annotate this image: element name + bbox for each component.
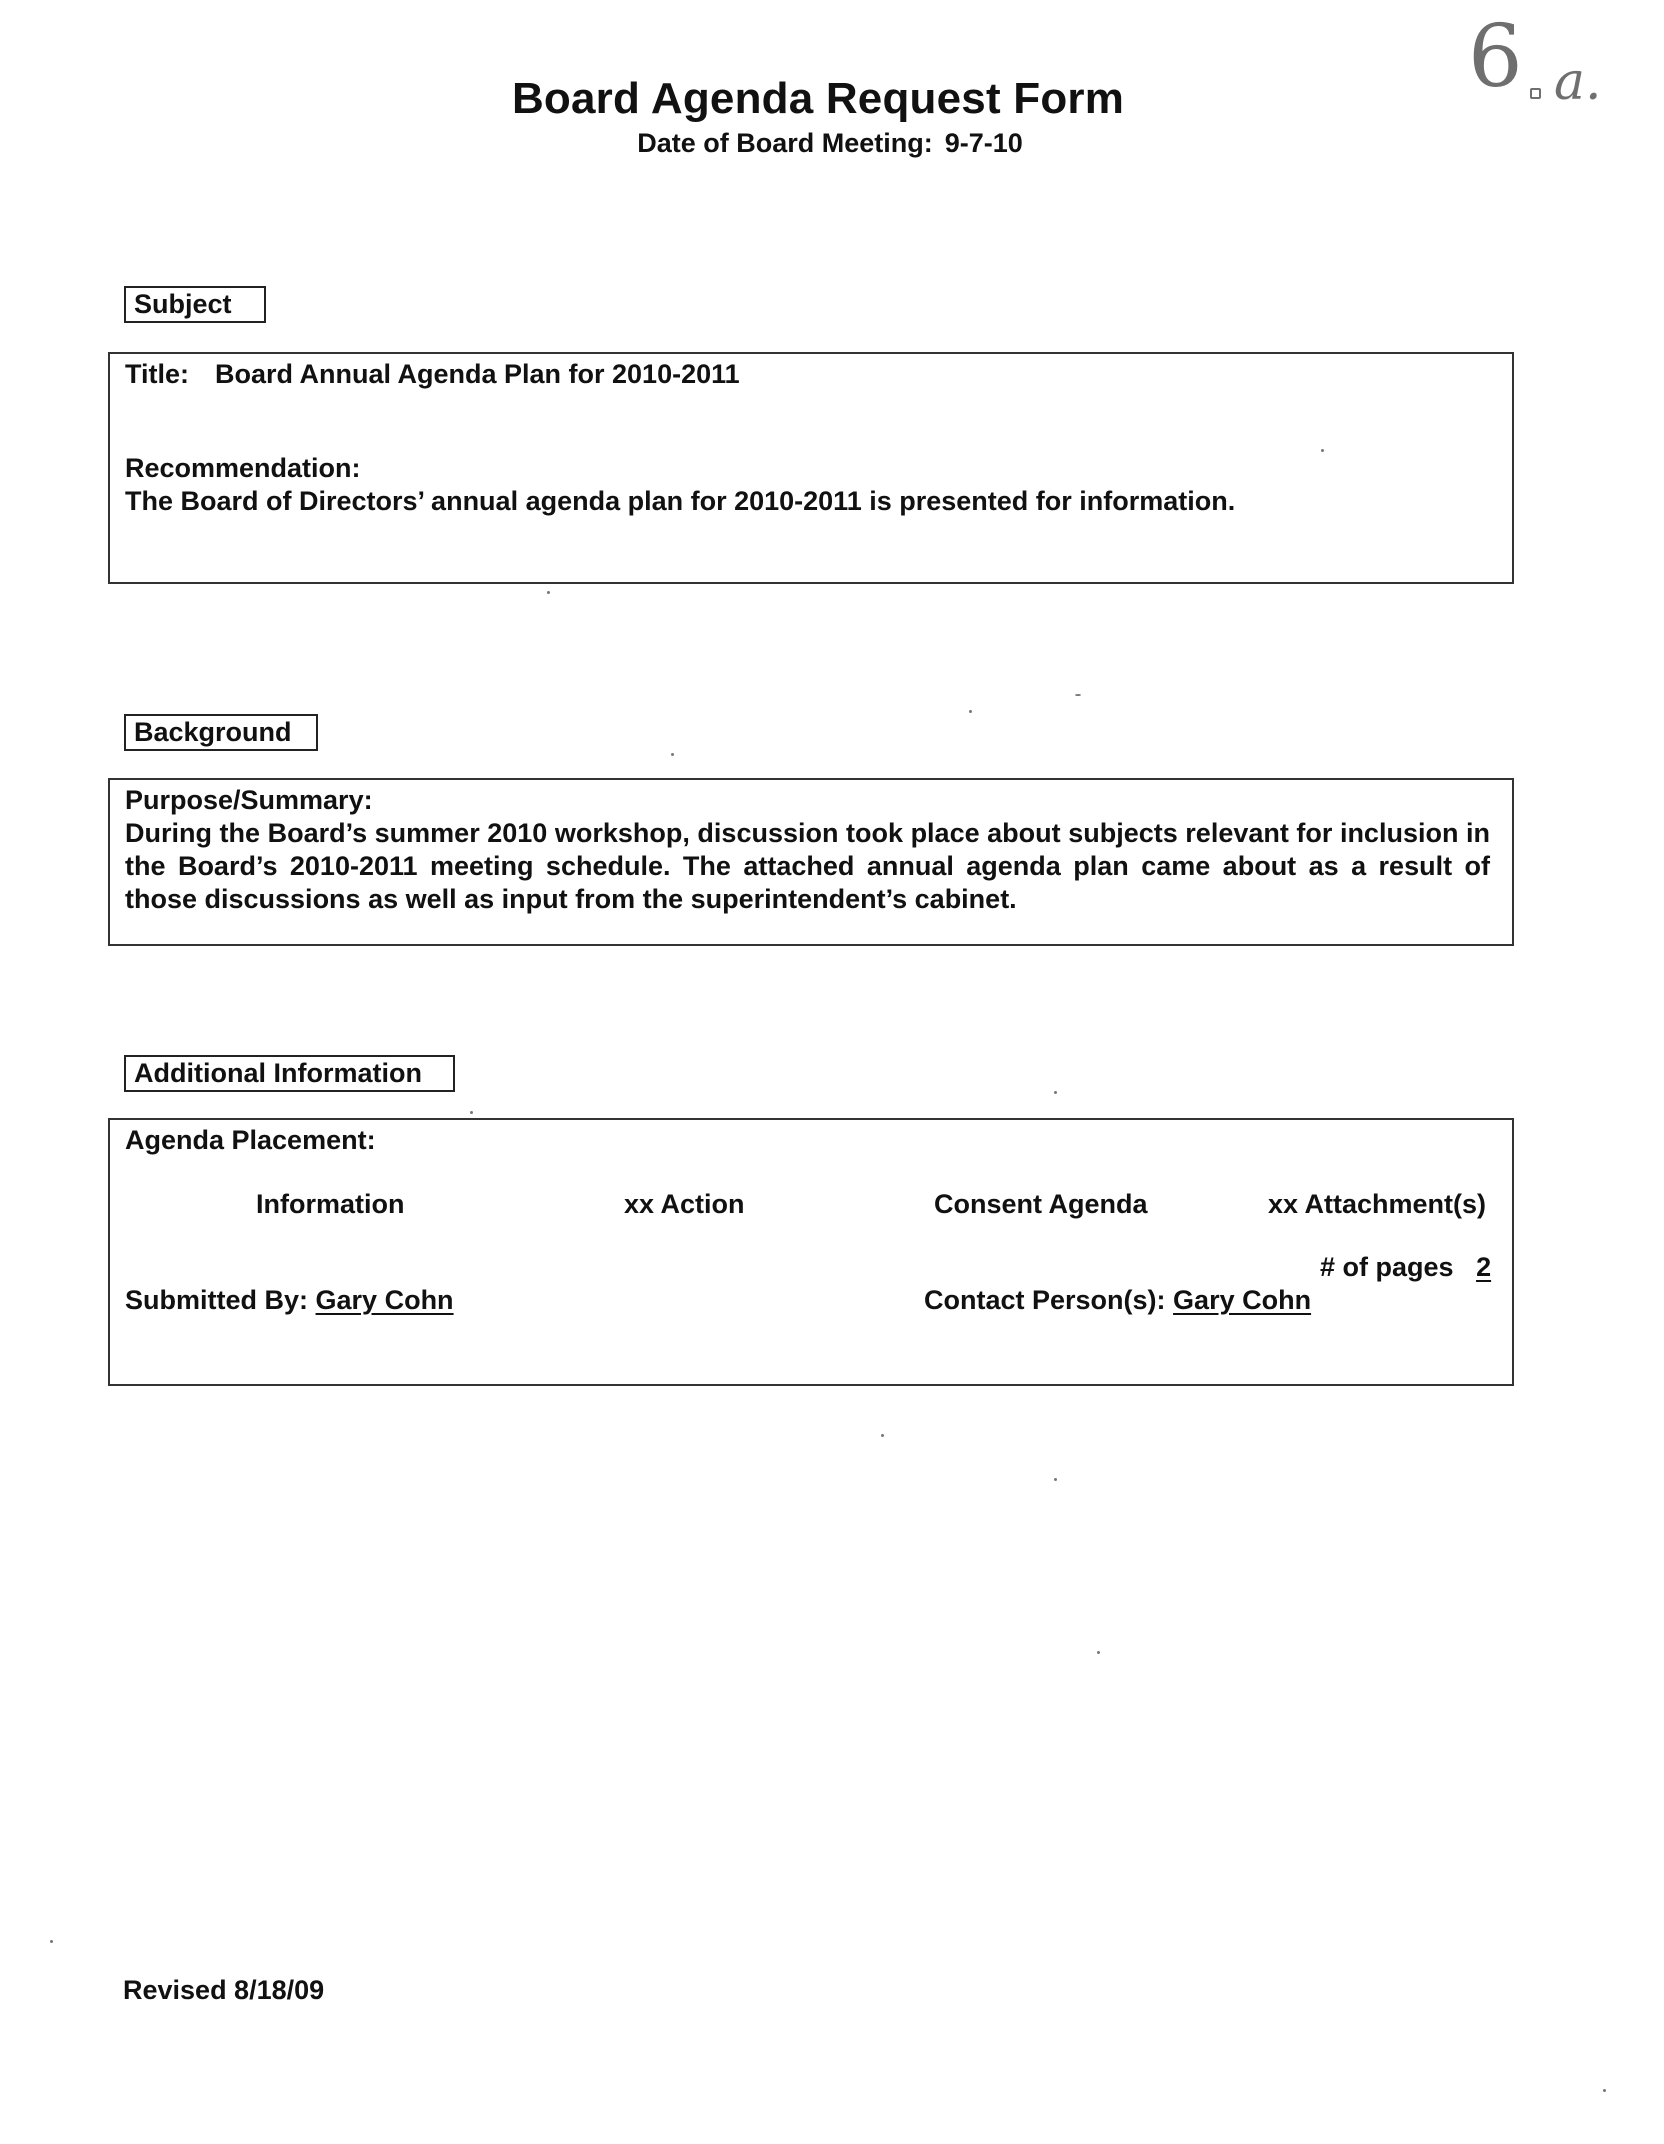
- pages-value: 2: [1476, 1252, 1492, 1282]
- option-action: xx Action: [624, 1189, 745, 1219]
- contact-person-line: [924, 1284, 1311, 1317]
- handwritten-item-number: [1468, 7, 1602, 112]
- scan-speck: [1054, 1091, 1057, 1094]
- form-title: Board Agenda Request Form: [511, 74, 1125, 123]
- submitted-by-label: Submitted By:: [125, 1285, 309, 1315]
- contact-person-value: Gary Cohn: [1173, 1285, 1312, 1315]
- recommendation-label: Recommendation:: [125, 453, 361, 483]
- purpose-label: Purpose/Summary:: [125, 785, 373, 815]
- subject-box: [108, 352, 1514, 584]
- submitted-by-line: [125, 1284, 454, 1317]
- purpose-text: During the Board’s summer 2010 workshop, discussion took place about subjects relevant for inclusion in the Board’s 2010-2011 meeting schedule. The attached annual agenda plan came about as a result of those discussions as well as input from the superintendent’s cabinet.: [125, 818, 1490, 914]
- scan-speck: [1603, 2089, 1606, 2092]
- additional-box: [108, 1118, 1514, 1386]
- meeting-date-value: 9-7-10: [944, 128, 1023, 158]
- option-information: Information: [256, 1189, 405, 1219]
- revised-footer: Revised 8/18/09: [123, 1975, 325, 2005]
- additional-section-tag: Additional Information: [124, 1055, 455, 1092]
- title-label: Title:: [125, 359, 190, 389]
- scan-speck: [547, 591, 550, 594]
- scan-speck: [1321, 449, 1324, 452]
- agenda-placement-label: Agenda Placement:: [125, 1125, 376, 1155]
- scan-speck: [881, 1434, 884, 1437]
- handwritten-dot: [1530, 88, 1541, 99]
- subject-section-tag: Subject: [124, 286, 266, 323]
- title-value: Board Annual Agenda Plan for 2010-2011: [215, 359, 740, 389]
- option-consent-agenda: Consent Agenda: [934, 1189, 1148, 1219]
- handwritten-letter: a.: [1554, 52, 1602, 112]
- scan-speck: [1054, 1478, 1057, 1481]
- scan-speck: [470, 1111, 473, 1114]
- option-attachments: xx Attachment(s): [1268, 1189, 1487, 1219]
- scan-speck: [1097, 1651, 1100, 1654]
- scan-speck: [50, 1940, 53, 1943]
- pages-line: [1320, 1251, 1491, 1284]
- contact-person-label: Contact Person(s):: [924, 1285, 1166, 1315]
- pages-label: # of pages: [1320, 1252, 1454, 1282]
- submitted-by-value: Gary Cohn: [315, 1285, 454, 1315]
- scan-speck: [969, 710, 972, 713]
- recommendation-text: The Board of Directors’ annual agenda plan for 2010-2011 is presented for information.: [125, 486, 1236, 516]
- scan-speck: [1075, 694, 1081, 696]
- meeting-date-label: Date of Board Meeting:: [637, 128, 933, 158]
- scan-speck: [671, 753, 674, 756]
- background-box: [108, 778, 1514, 946]
- title-line: [125, 358, 740, 391]
- meeting-date-line: [0, 128, 1660, 159]
- background-section-tag: Background: [124, 714, 318, 751]
- handwritten-number: 6: [1468, 7, 1521, 107]
